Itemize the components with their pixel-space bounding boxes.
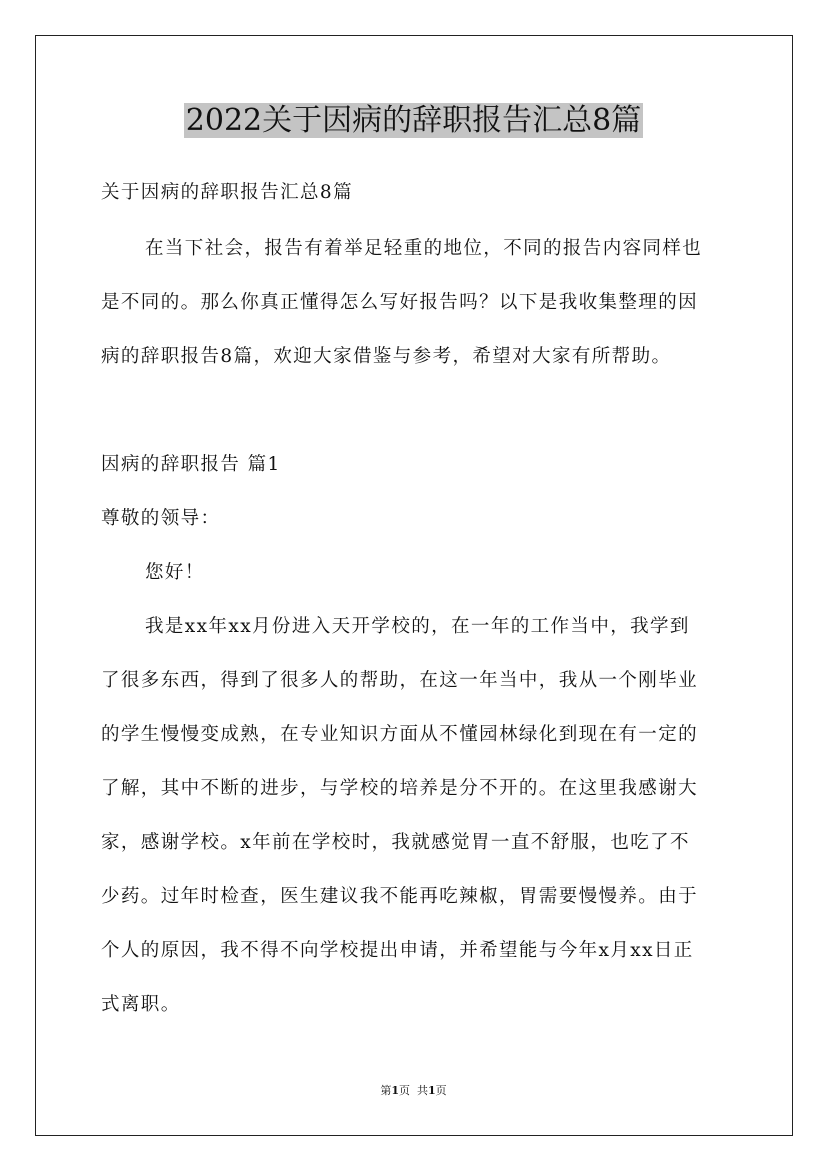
body-line-1: 我是xx年xx月份进入天开学校的，在一年的工作当中，我学到 [145, 616, 690, 637]
title-text: 2022关于因病的辞职报告汇总8篇 [185, 103, 642, 138]
body-line-6: 少药。过年时检查，医生建议我不能再吃辣椒，胃需要慢慢养。由于 [101, 886, 699, 907]
body-line-7: 个人的原因，我不得不向学校提出申请，并希望能与今年x月xx日正 [101, 940, 694, 961]
footer-page-number: 1 [391, 1084, 399, 1097]
greeting: 您好！ [145, 562, 205, 583]
salutation: 尊敬的领导： [101, 508, 221, 529]
body-line-5: 家，感谢学校。x年前在学校时，我就感觉胃一直不舒服，也吃了不 [101, 832, 690, 853]
footer-total-prefix: 共 [417, 1084, 428, 1097]
footer-page-prefix: 第 [380, 1084, 392, 1097]
footer-total-suffix: 页 [435, 1084, 447, 1097]
body-line-4: 了解，其中不断的进步，与学校的培养是分不开的。在这里我感谢大 [101, 778, 699, 799]
body-line-2: 了很多东西，得到了很多人的帮助，在这一年当中，我从一个刚毕业 [101, 670, 699, 691]
intro-line-3: 病的辞职报告8篇，欢迎大家借鉴与参考，希望对大家有所帮助。 [101, 346, 672, 367]
document-title [0, 101, 827, 141]
document-subtitle: 关于因病的辞职报告汇总8篇 [101, 182, 353, 203]
footer-total-number: 1 [428, 1084, 436, 1097]
section-heading: 因病的辞职报告 篇1 [101, 454, 281, 475]
body-line-8: 式离职。 [101, 994, 181, 1015]
page-footer [0, 1084, 827, 1098]
intro-line-2: 是不同的。那么你真正懂得怎么写好报告吗？以下是我收集整理的因 [101, 292, 699, 313]
body-line-3: 的学生慢慢变成熟，在专业知识方面从不懂园林绿化到现在有一定的 [101, 724, 699, 745]
footer-page-suffix: 页 [399, 1084, 410, 1097]
intro-line-1: 在当下社会，报告有着举足轻重的地位，不同的报告内容同样也 [145, 238, 703, 259]
